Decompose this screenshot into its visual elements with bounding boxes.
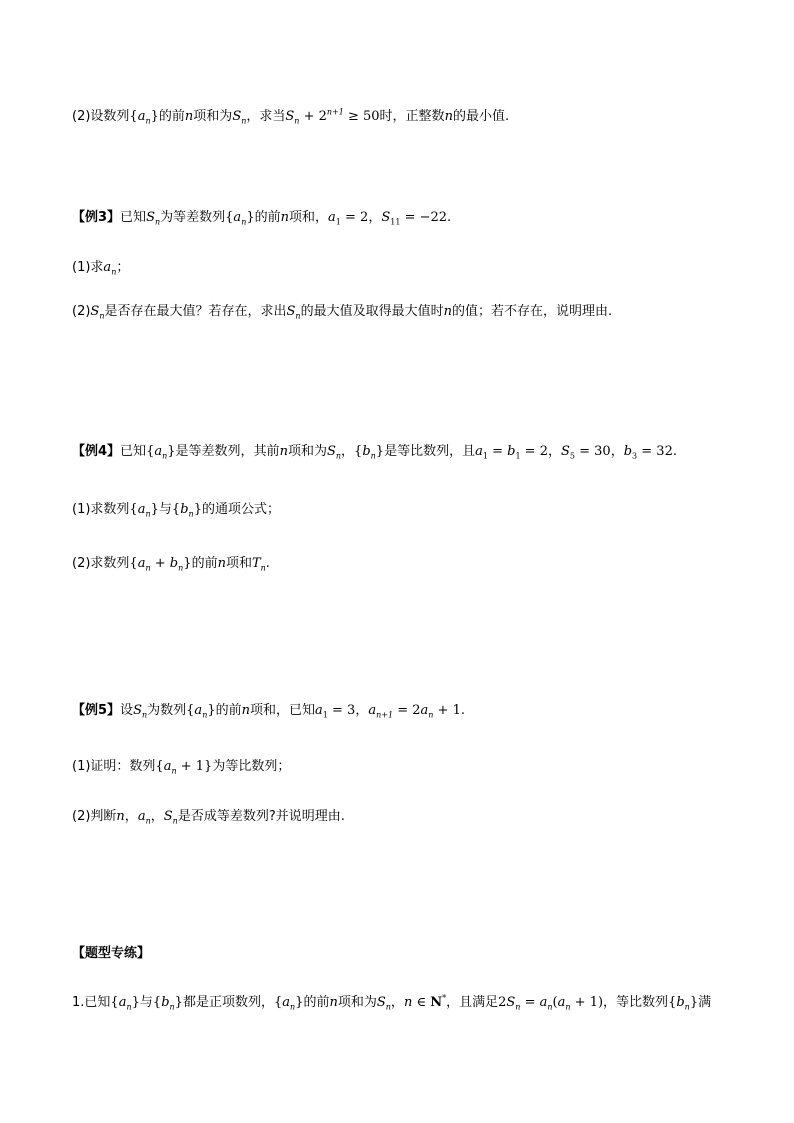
example-3-question-1: (1)求$a_n$；: [72, 260, 130, 277]
example-3-question-2: $(2)S_n$是否存在最大值？若存在，求出$S_n$的最大值及取得最大值时n的值；若不存在，说明理由.: [72, 304, 613, 321]
example-5-question-2: (2)判断n，$a_n$，$S_n$是否成等差数列?并说明理由.: [72, 809, 345, 826]
example-4-title: 【例4】已知$\{a_n\}$是等差数列，其前n项和为$S_n$，$\{b_n\}$是等比数列，且$a_1 = b_1 = 2$，$S_5 = 30$，$b_3 = 32$.: [72, 444, 677, 461]
problem-2-part-2: (2)设数列$\{a_n\}$的前n项和为$S_n$，求当$S_n + 2^{n+1} \ge 50$时，正整数n的最小值.: [72, 107, 510, 126]
example-4-question-2: (2)求数列$\{a_n + b_n\}$的前n项和$T_n$.: [72, 556, 270, 573]
example-3-title: 【例3】已知$S_n$为等差数列$\{a_n\}$的前n项和，$a_1 = 2$，$S_{11} = -22$.: [72, 210, 452, 227]
example-5-question-1: (1)证明：数列$\{a_n + 1\}$为等比数列；: [72, 759, 291, 776]
practice-section-title: 【题型专练】: [72, 946, 151, 961]
example-4-question-1: (1)求数列$\{a_n\}$与$\{b_n\}$的通项公式；: [72, 502, 280, 519]
practice-question-1: 1.已知$\{a_n\}$与$\{b_n\}$都是正项数列，$\{a_n\}$的前n项和为$S_n$，n ∈ N*，且满足$2S_n = a_n(a_n + 1)$，等比数列$\{b_n\}$满: [72, 993, 712, 1012]
example-5-title: 【例5】设$S_n$为数列$\{a_n\}$的前n项和，已知$a_1 = 3$，$a_{n+1} = 2a_n + 1$.: [72, 703, 465, 720]
